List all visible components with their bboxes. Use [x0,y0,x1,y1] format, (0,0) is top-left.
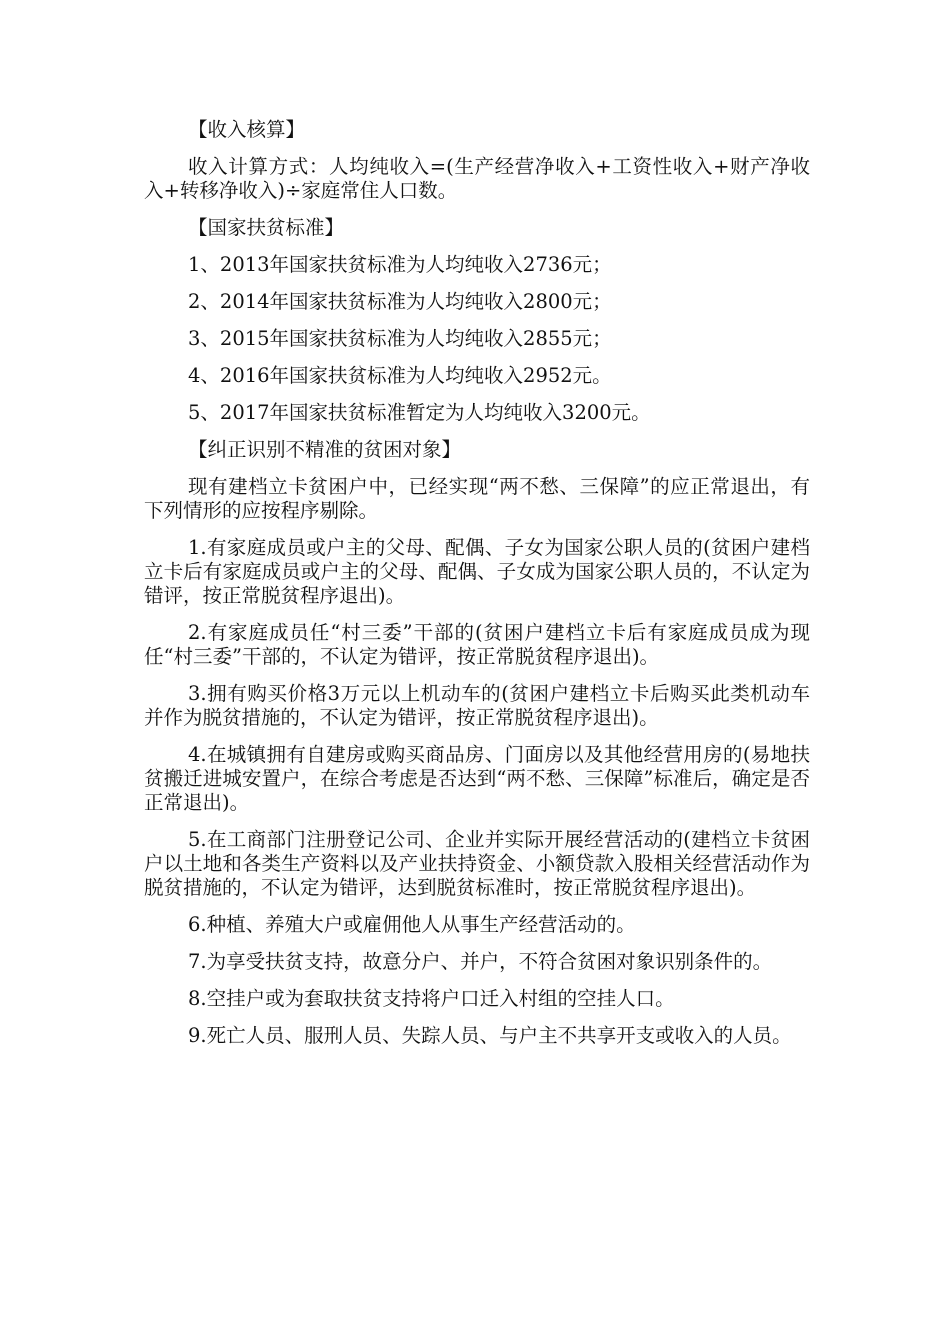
standard-item-5: 5、2017年国家扶贫标准暂定为人均纯收入3200元。 [188,401,651,424]
removal-item-7: 7.为享受扶贫支持，故意分户、并户，不符合贫困对象识别条件的。 [188,950,773,973]
removal-item-4: 4.在城镇拥有自建房或购买商品房、门面房以及其他经营用房的(易地扶贫搬迁进城安置户，在综合考虑是否达到“两不愁、三保障”标准后，确定是否正常退出)。 [144,743,810,814]
removal-item-5: 5.在工商部门注册登记公司、企业并实际开展经营活动的(建档立卡贫困户以土地和各类生产资料以及产业扶持资金、小额贷款入股相关经营活动作为脱贫措施的，不认定为错评，达到脱贫标准时，按正常脱贫程序退出)。 [144,828,810,899]
document-page [144,118,810,1061]
removal-item-9: 9.死亡人员、服刑人员、失踪人员、与户主不共享开支或收入的人员。 [188,1024,792,1047]
standard-item-4: 4、2016年国家扶贫标准为人均纯收入2952元。 [188,364,612,387]
income-heading: 【收入核算】 [188,118,306,141]
removal-item-8: 8.空挂户或为套取扶贫支持将户口迁入村组的空挂人口。 [188,987,675,1010]
removal-item-3: 3.拥有购买价格3万元以上机动车的(贫困户建档立卡后购买此类机动车并作为脱贫措施的，不认定为错评，按正常脱贫程序退出)。 [144,682,810,729]
removal-item-1: 1.有家庭成员或户主的父母、配偶、子女为国家公职人员的(贫困户建档立卡后有家庭成员或户主的父母、配偶、子女成为国家公职人员的，不认定为错评，按正常脱贫程序退出)。 [144,536,810,607]
correct-heading: 【纠正识别不精准的贫困对象】 [188,438,462,461]
income-method-paragraph: 收入计算方式：人均纯收入=(生产经营净收入+工资性收入+财产净收入+转移净收入)÷家庭常住人口数。 [144,155,810,202]
correct-intro-paragraph: 现有建档立卡贫困户中，已经实现“两不愁、三保障”的应正常退出，有下列情形的应按程序剔除。 [144,475,810,522]
standard-item-3: 3、2015年国家扶贫标准为人均纯收入2855元； [188,327,612,350]
removal-item-2: 2.有家庭成员任“村三委”干部的(贫困户建档立卡后有家庭成员成为现任“村三委”干部的，不认定为错评，按正常脱贫程序退出)。 [144,621,810,668]
standard-heading: 【国家扶贫标准】 [188,216,345,239]
standard-item-2: 2、2014年国家扶贫标准为人均纯收入2800元； [188,290,612,313]
standard-item-1: 1、2013年国家扶贫标准为人均纯收入2736元； [188,253,612,276]
removal-item-6: 6.种植、养殖大户或雇佣他人从事生产经营活动的。 [188,913,636,936]
